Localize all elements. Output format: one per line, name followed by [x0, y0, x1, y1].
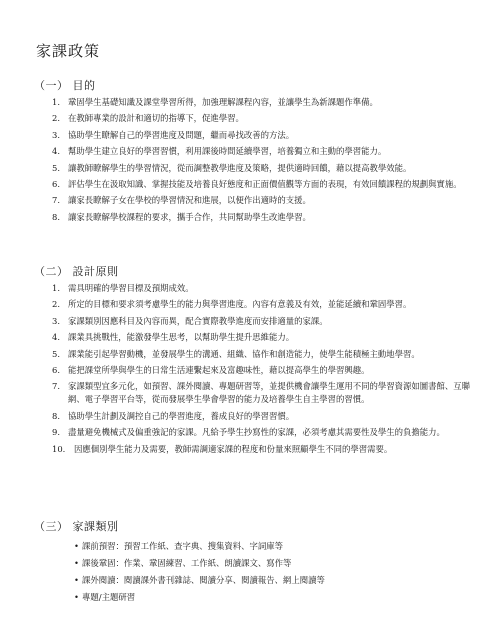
list-item: 10. 因應個別學生能力及需要，教師需調適家課的程度和份量來照顧學生不同的學習需要。: [52, 443, 393, 454]
bullet-item: • 課後鞏固：作業、鞏固練習、工作紙、朗讀課文、寫作等: [74, 558, 292, 568]
section-heading-homework-types: （三） 家課類別: [34, 520, 119, 533]
bullet-item: • 專題/主題研習: [74, 592, 136, 602]
section-heading-purpose: （一） 目的: [34, 79, 96, 92]
list-item: 6. 能把課堂所學與學生的日常生活連繫起來及富趣味性，藉以提高學生的學習興趣。: [52, 364, 370, 375]
homework-types-list: [74, 540, 474, 608]
design-principles-list: [52, 282, 472, 459]
bullet-item: • 課外閱讀：閱讀課外書刊雜誌、閱讀分享、閱讀報告、網上閱讀等: [74, 575, 325, 585]
list-item: 1. 鞏固學生基礎知識及課堂學習所得，加強理解課程內容，並讓學生為新課題作準備。: [52, 97, 378, 107]
bullet-dot-icon: •: [74, 558, 79, 568]
list-item: 4. 幫助學生建立良好的學習習慣，利用課後時間延續學習，培養獨立和主動的學習能力。: [52, 146, 387, 157]
list-item: 3. 家課類別因應科目及內容而異，配合實際教學進度而安排適量的家課。: [52, 315, 328, 326]
bullet-item: • 課前預習：預習工作紙、查字典、搜集資料、字詞庫等: [74, 541, 283, 551]
purpose-list: [52, 96, 472, 227]
section-heading-design-principles: （二） 設計原則: [34, 265, 119, 278]
list-item: 3. 協助學生瞭解自己的學習進度及問題，繼而尋找改善的方法。: [52, 129, 295, 140]
page-title: 家課政策: [36, 42, 101, 60]
bullet-dot-icon: •: [74, 575, 79, 585]
bullet-dot-icon: •: [74, 592, 79, 602]
list-item: 8. 讓家長瞭解學校課程的要求，攜手合作，共同幫助學生改進學習。: [52, 211, 311, 222]
list-item: 6. 評估學生在汲取知識、掌握技能及培養良好態度和正面價值觀等方面的表現，有效回饋課程的規劃與實施。: [52, 178, 462, 189]
list-item: 2. 所定的目標和要求須考慮學生的能力與學習進度。內容有意義及有效，並能延續和鞏固學習。: [52, 299, 412, 310]
list-item: 5. 讓教師瞭解學生的學習情況，從而調整教學進度及策略，提供適時回饋，藉以提高教學效能。: [52, 162, 412, 173]
list-item: 1. 需具明確的學習目標及預期成效。: [52, 283, 194, 293]
list-item: 9. 盡量避免機械式及偏重強記的家課。凡給予學生抄寫性的家課，必須考慮其需要性及學生的負擔能力。: [52, 427, 445, 438]
list-item: 8. 協助學生計劃及調控自己的學習進度，養成良好的學習習慣。: [52, 410, 295, 421]
list-item: 7. 家課類型宜多元化，如預習、課外閱讀、專題研習等，並提供機會讓學生運用不同的學習資源如圖書館、互聯網、電子學習平台等，從而發展學生學會學習的能力及培養學生自主學習的習慣。: [52, 381, 470, 405]
list-item: 5. 課業能引起學習動機，並發展學生的溝通、組織、協作和創造能力，使學生能積極主動地學習。: [52, 348, 420, 359]
bullet-dot-icon: •: [74, 541, 79, 551]
list-item: 4. 課業具挑戰性，能激發學生思考，以幫助學生提升思維能力。: [52, 332, 295, 343]
list-item: 7. 讓家長瞭解子女在學校的學習情況和進展，以便作出適時的支援。: [52, 195, 311, 206]
list-item: 2. 在教師專業的設計和適切的指導下，促進學習。: [52, 113, 244, 124]
